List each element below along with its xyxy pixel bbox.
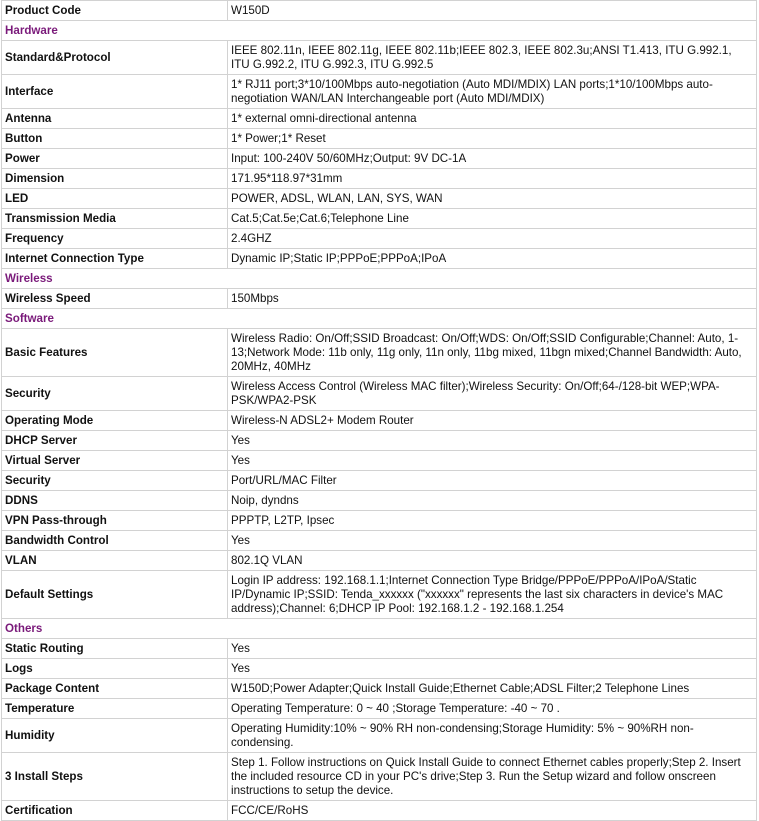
spec-label: DDNS [2, 491, 228, 511]
spec-value: 171.95*118.97*31mm [228, 169, 757, 189]
spec-label: Internet Connection Type [2, 249, 228, 269]
spec-row [2, 531, 757, 551]
spec-row [2, 411, 757, 431]
spec-value: 2.4GHZ [228, 229, 757, 249]
spec-label: Standard&Protocol [2, 41, 228, 75]
spec-row [2, 289, 757, 309]
spec-value: Yes [228, 659, 757, 679]
spec-value: 150Mbps [228, 289, 757, 309]
spec-row [2, 329, 757, 377]
spec-row [2, 229, 757, 249]
spec-value: 802.1Q VLAN [228, 551, 757, 571]
spec-value: Yes [228, 431, 757, 451]
section-title: Others [2, 619, 757, 639]
spec-value: Dynamic IP;Static IP;PPPoE;PPPoA;IPoA [228, 249, 757, 269]
spec-label: Virtual Server [2, 451, 228, 471]
spec-label: Product Code [2, 1, 228, 21]
spec-row [2, 491, 757, 511]
spec-label: Security [2, 377, 228, 411]
spec-label: LED [2, 189, 228, 209]
spec-value: IEEE 802.11n, IEEE 802.11g, IEEE 802.11b;IEEE 802.3, IEEE 802.3u;ANSI T1.413, ITU G.992.1, ITU G.992.2, ITU G.992.3, ITU G.992.5 [228, 41, 757, 75]
spec-value: POWER, ADSL, WLAN, LAN, SYS, WAN [228, 189, 757, 209]
spec-value: Wireless-N ADSL2+ Modem Router [228, 411, 757, 431]
spec-row [2, 659, 757, 679]
spec-label: Interface [2, 75, 228, 109]
section-header-row [2, 619, 757, 639]
spec-label: DHCP Server [2, 431, 228, 451]
spec-value: Yes [228, 531, 757, 551]
spec-row [2, 1, 757, 21]
spec-label: Antenna [2, 109, 228, 129]
spec-value: 1* Power;1* Reset [228, 129, 757, 149]
spec-row [2, 149, 757, 169]
spec-value: Input: 100-240V 50/60MHz;Output: 9V DC-1A [228, 149, 757, 169]
spec-table-body [2, 1, 757, 821]
spec-row [2, 801, 757, 821]
spec-row [2, 169, 757, 189]
spec-label: Basic Features [2, 329, 228, 377]
spec-label: VLAN [2, 551, 228, 571]
spec-value: Operating Humidity:10% ~ 90% RH non-condensing;Storage Humidity: 5% ~ 90%RH non-condensing. [228, 719, 757, 753]
spec-value: PPPTP, L2TP, Ipsec [228, 511, 757, 531]
spec-label: Package Content [2, 679, 228, 699]
spec-value: Wireless Access Control (Wireless MAC filter);Wireless Security: On/Off;64-/128-bit WEP;WPA-PSK/WPA2-PSK [228, 377, 757, 411]
spec-label: Bandwidth Control [2, 531, 228, 551]
spec-row [2, 75, 757, 109]
spec-label: Static Routing [2, 639, 228, 659]
spec-value: Step 1. Follow instructions on Quick Install Guide to connect Ethernet cables properly;Step 2. Insert the included resource CD in your PC's drive;Step 3. Run the Setup wizard and follow onscreen instructions to setup the device. [228, 753, 757, 801]
spec-row [2, 551, 757, 571]
spec-row [2, 41, 757, 75]
spec-value: Yes [228, 639, 757, 659]
section-header-row [2, 269, 757, 289]
spec-row [2, 639, 757, 659]
spec-row [2, 753, 757, 801]
spec-label: Temperature [2, 699, 228, 719]
spec-label: Security [2, 471, 228, 491]
spec-row [2, 249, 757, 269]
spec-row [2, 451, 757, 471]
section-title: Wireless [2, 269, 757, 289]
spec-value: W150D [228, 1, 757, 21]
spec-row [2, 571, 757, 619]
spec-row [2, 377, 757, 411]
spec-value: 1* external omni-directional antenna [228, 109, 757, 129]
spec-label: Transmission Media [2, 209, 228, 229]
spec-row [2, 511, 757, 531]
spec-value: Operating Temperature: 0 ~ 40 ;Storage Temperature: -40 ~ 70 . [228, 699, 757, 719]
spec-label: Wireless Speed [2, 289, 228, 309]
spec-row [2, 471, 757, 491]
spec-label: VPN Pass-through [2, 511, 228, 531]
spec-label: Default Settings [2, 571, 228, 619]
spec-label: Button [2, 129, 228, 149]
spec-label: Power [2, 149, 228, 169]
spec-value: Wireless Radio: On/Off;SSID Broadcast: On/Off;WDS: On/Off;SSID Configurable;Channel: Auto, 1-13;Network Mode: 11b only, 11g only, 11n only, 11bg mixed, 11bgn mixed;Channel Bandwidth: Auto, 20MHz, 40MHz [228, 329, 757, 377]
spec-row [2, 719, 757, 753]
spec-row [2, 129, 757, 149]
spec-label: 3 Install Steps [2, 753, 228, 801]
spec-value: Noip, dyndns [228, 491, 757, 511]
spec-value: Yes [228, 451, 757, 471]
section-header-row [2, 21, 757, 41]
section-title: Software [2, 309, 757, 329]
spec-value: FCC/CE/RoHS [228, 801, 757, 821]
section-title: Hardware [2, 21, 757, 41]
spec-row [2, 209, 757, 229]
spec-label: Dimension [2, 169, 228, 189]
spec-row [2, 679, 757, 699]
spec-value: Port/URL/MAC Filter [228, 471, 757, 491]
spec-table [1, 0, 757, 821]
spec-row [2, 109, 757, 129]
spec-row [2, 189, 757, 209]
spec-label: Certification [2, 801, 228, 821]
spec-label: Logs [2, 659, 228, 679]
spec-value: 1* RJ11 port;3*10/100Mbps auto-negotiation (Auto MDI/MDIX) LAN ports;1*10/100Mbps auto-negotiation WAN/LAN Interchangeable port (Auto MDI/MDIX) [228, 75, 757, 109]
spec-row [2, 431, 757, 451]
spec-value: Login IP address: 192.168.1.1;Internet Connection Type Bridge/PPPoE/PPPoA/IPoA/Static IP/Dynamic IP;SSID: Tenda_xxxxxx ("xxxxxx" represents the last six characters in device's MAC address);Channel: 6;DHCP IP Pool: 192.168.1.2 - 192.168.1.254 [228, 571, 757, 619]
spec-value: W150D;Power Adapter;Quick Install Guide;Ethernet Cable;ADSL Filter;2 Telephone Lines [228, 679, 757, 699]
spec-value: Cat.5;Cat.5e;Cat.6;Telephone Line [228, 209, 757, 229]
spec-label: Frequency [2, 229, 228, 249]
spec-label: Humidity [2, 719, 228, 753]
spec-label: Operating Mode [2, 411, 228, 431]
spec-row [2, 699, 757, 719]
section-header-row [2, 309, 757, 329]
